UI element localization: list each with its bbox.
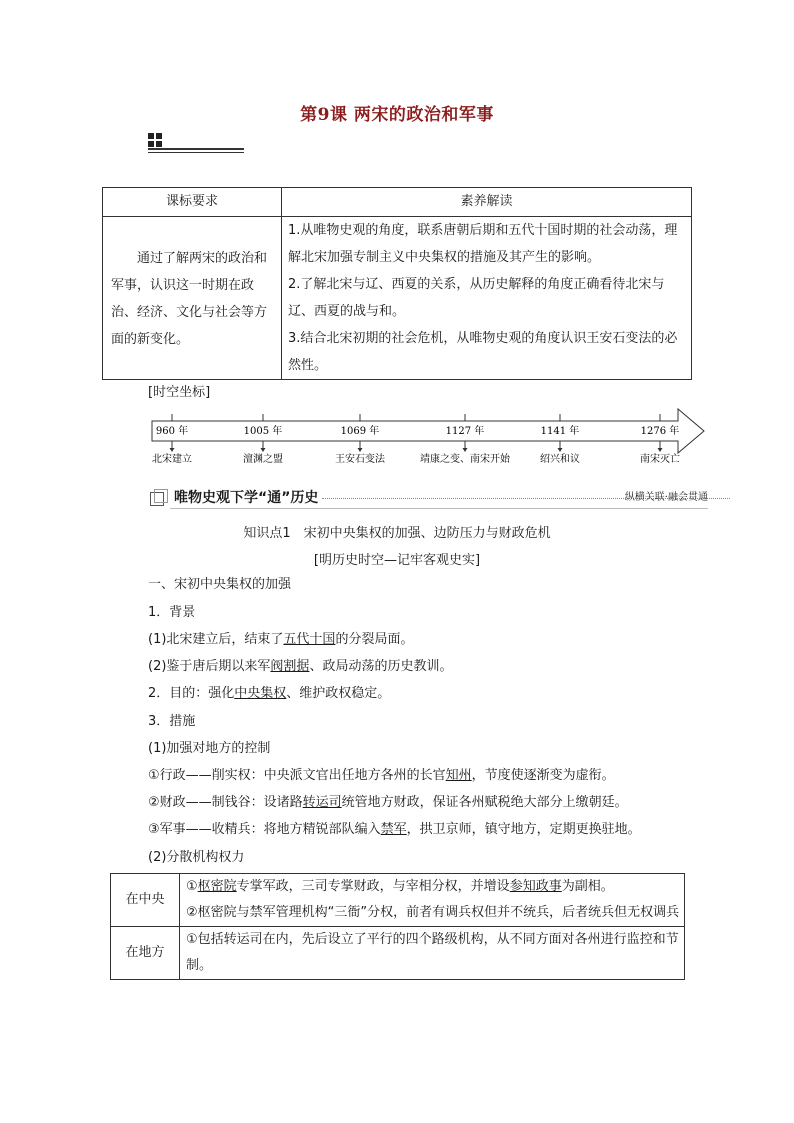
text-span: (2)鉴于唐后期以来军: [148, 659, 271, 674]
timeline-year: 1127 年: [445, 426, 485, 437]
sub-heading: [明历史时空—记牢客观史实]: [313, 553, 481, 568]
standards-header-interpretation: 素养解读: [282, 188, 692, 217]
section-bar: [150, 488, 708, 510]
local-item-1: ①包括转运司在内，先后设立了平行的四个路级机构，从不同方面对各州进行监控和节制。: [180, 927, 685, 980]
timeline-arrowhead-icon: [558, 448, 563, 452]
heading-1: 一、宋初中央集权的加强: [148, 577, 292, 592]
interpretation-item: 3.结合北宋初期的社会危机，从唯物史观的角度认识王安石变法的必然性。: [288, 331, 678, 373]
section-marker-icon: [148, 133, 244, 153]
measure-1c: [148, 821, 641, 839]
timeline-year: 1141 年: [540, 426, 580, 437]
text-span: ③军事——收精兵：将地方精锐部队编入: [148, 822, 381, 837]
timeline-arrowhead-icon: [170, 448, 175, 452]
background-item-2: [148, 658, 452, 676]
central-content: [180, 874, 685, 927]
underlined-term: 转运司: [302, 795, 342, 810]
timeline-year: 1276 年: [640, 426, 680, 437]
measure-1-heading: (1)加强对地方的控制: [148, 741, 271, 756]
timeline-event: 绍兴和议: [540, 454, 580, 465]
underlined-term: 阀割据: [270, 659, 310, 674]
text-span: 统管地方财政，保证各州赋税绝大部分上缴朝廷。: [341, 795, 628, 810]
measure-1b: [148, 794, 628, 812]
standards-requirement: 通过了解两宋的政治和军事，认识这一时期在政治、经济、文化与社会等方面的新变化。: [103, 217, 282, 380]
underlined-term: 中央集权: [234, 686, 287, 701]
interpretation-item: 1.从唯物史观的角度，联系唐朝后期和五代十国时期的社会动荡，理解北宋加强专制主义中央集权的措施及其产生的影响。: [288, 223, 678, 265]
central-item-2: ②枢密院与禁军管理机构“三衙”分权，前者有调兵权但并不统兵，后者统兵但无权调兵: [186, 905, 680, 920]
timeline-arrowhead-icon: [358, 448, 363, 452]
timeline-arrow: [152, 409, 704, 453]
text-span: ，拱卫京师，镇守地方，定期更换驻地。: [406, 822, 641, 837]
underlined-term: 知州: [445, 768, 472, 783]
section-slogan: 纵横关联·融会贯通: [624, 492, 708, 503]
text-span: ，节度使逐渐变为虚衔。: [471, 768, 615, 783]
page-title: 第9课 两宋的政治和军事: [300, 105, 494, 125]
underlined-term: 五代十国: [283, 632, 336, 647]
section-square-icon: [150, 492, 164, 506]
measure-2-heading: (2)分散机构权力: [148, 850, 245, 865]
interpretation-item: 2.了解北宋与辽、西夏的关系，从历史解释的角度正确看待北宋与辽、西夏的战与和。: [288, 277, 665, 319]
text-span: (1)北宋建立后，结束了: [148, 632, 284, 647]
text-span: 为副相。: [561, 879, 614, 894]
timeline-year: 1005 年: [243, 426, 283, 437]
timeline-event: 靖康之变、南宋开始: [420, 454, 510, 465]
timeline-event: 南宋灭亡: [640, 454, 680, 465]
timeline-arrowhead-icon: [463, 448, 468, 452]
timeline-year: 960 年: [155, 426, 189, 437]
timeline-arrowhead-icon: [261, 448, 266, 452]
standards-table: [102, 187, 692, 380]
underlined-term: 枢密院: [197, 879, 237, 894]
text-span: 、维护政权稳定。: [286, 686, 391, 701]
timeline-year: 1069 年: [340, 426, 380, 437]
underlined-term: 参知政事: [509, 879, 562, 894]
text-span: 2．目的：强化: [148, 686, 235, 701]
text-span: ①行政——削实权：中央派文官出任地方各州的长官: [148, 768, 446, 783]
goal-item: [148, 685, 390, 703]
timeline-arrowhead-icon: [658, 448, 663, 452]
measures-heading: 3．措施: [148, 714, 196, 729]
timeline-event: 北宋建立: [152, 454, 192, 465]
text-span: 专掌军政，三司专掌财政，与宰相分权，并增设: [236, 879, 510, 894]
central-label: 在中央: [111, 874, 180, 927]
local-label: 在地方: [111, 927, 180, 980]
standards-interpretations: [282, 217, 692, 380]
text-span: 的分裂局面。: [335, 632, 414, 647]
standards-header-requirement: 课标要求: [103, 188, 282, 217]
section-underline: [170, 508, 708, 509]
text-span: 、政局动荡的历史教训。: [309, 659, 453, 674]
underlined-term: 禁军: [380, 822, 407, 837]
text-span: ①: [186, 879, 198, 894]
measure-1a: [148, 767, 615, 785]
text-span: ②财政——制钱谷：设诸路: [148, 795, 303, 810]
background-heading: 1．背景: [148, 605, 196, 620]
knowledge-point-title: 知识点1 宋初中央集权的加强、边防压力与财政危机: [243, 526, 551, 541]
institutions-table: [110, 873, 685, 980]
timeline-event: 王安石变法: [335, 454, 385, 465]
section-title: 唯物史观下学“通”历史: [174, 490, 319, 506]
timeline: [148, 404, 708, 474]
timeline-event: 澶渊之盟: [243, 454, 283, 465]
background-item-1: [148, 631, 413, 649]
timeline-label: [时空坐标]: [148, 385, 211, 400]
central-item-1: [186, 874, 680, 900]
